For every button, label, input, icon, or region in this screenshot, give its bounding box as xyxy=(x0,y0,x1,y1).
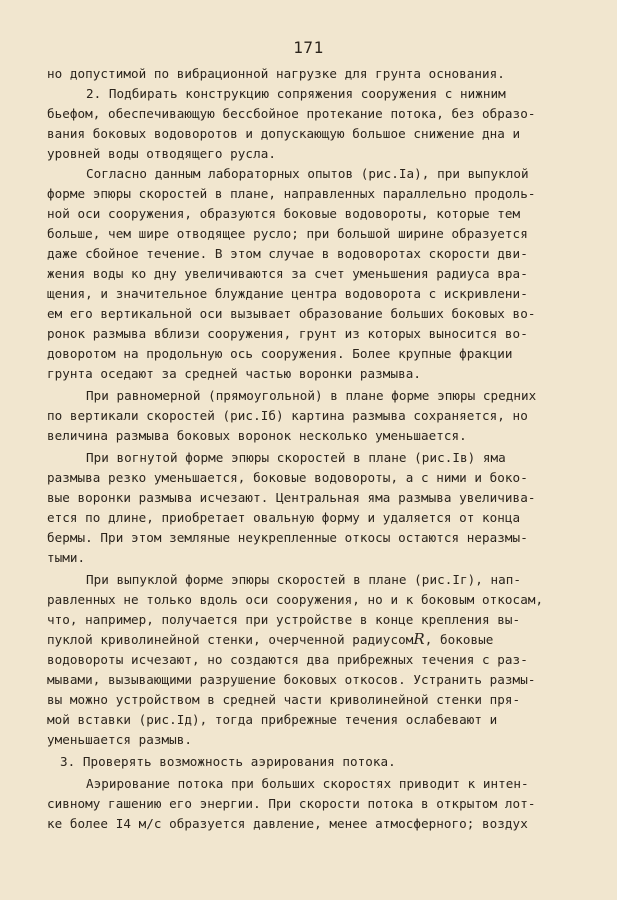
text-line: даже сбойное течение. В этом случае в водоворотах скорости дви- xyxy=(47,246,528,261)
text-line: по вертикали скоростей (рис.Iб) картина размыва сохраняется, но xyxy=(47,408,528,423)
text-line: доворотом на продольную ось сооружения. Более крупные фракции xyxy=(47,346,513,361)
text-line: ке более I4 м/с образуется давление, менее атмосферного; воздух xyxy=(47,816,528,831)
text-line: При равномерной (прямоугольной) в плане форме эпюры средних xyxy=(86,388,537,403)
text-line: ется по длине, приобретает овальную форму и удаляется от конца xyxy=(47,510,521,525)
text-line: мой вставки (рис.Iд), тогда прибрежные течения ослабевают и xyxy=(47,712,498,727)
text-line: но допустимой по вибрационной нагрузке для грунта основания. xyxy=(47,66,505,81)
text-line: При вогнутой форме эпюры скоростей в плане (рис.Iв) яма xyxy=(86,450,506,465)
text-line: равленных не только вдоль оси сооружения, но и к боковым откосам, xyxy=(47,592,544,607)
text-line: ронок размыва вблизи сооружения, грунт из которых выносится во- xyxy=(47,326,528,341)
text-line: Согласно данным лабораторных опытов (рис.Iа), при выпуклой xyxy=(86,166,529,181)
text-line: Аэрирование потока при больших скоростях приводит к интен- xyxy=(86,776,529,791)
radius-sentence-end: , боковые xyxy=(424,632,494,647)
text-line: мывами, вызывающими разрушение боковых откосов. Устранить размы- xyxy=(47,672,536,687)
text-line: 2. Подбирать конструкцию сопряжения сооружения с нижним xyxy=(86,86,506,101)
text-line: 3. Проверять возможность аэрирования потока. xyxy=(60,754,396,769)
text-line: При выпуклой форме эпюры скоростей в плане (рис.Iг), нап- xyxy=(86,572,522,587)
text-line: бермы. При этом земляные неукрепленные откосы остаются неразмы- xyxy=(47,530,528,545)
text-line: размыва резко уменьшается, боковые водовороты, а с ними и боко- xyxy=(47,470,528,485)
text-line: щения, и значительное блуждание центра водоворота с искривлени- xyxy=(47,286,528,301)
text-line: уменьшается размыв. xyxy=(47,732,193,747)
text-line: вые воронки размыва исчезают. Центральная яма размыва увеличива- xyxy=(47,490,536,505)
text-line: ем его вертикальной оси вызывает образование больших боковых во- xyxy=(47,306,536,321)
text-line: величина размыва боковых воронок несколько уменьшается. xyxy=(47,428,467,443)
text-line: тыми. xyxy=(47,550,86,565)
radius-symbol: R xyxy=(413,630,425,648)
text-line: больше, чем шире отводящее русло; при большой ширине образуется xyxy=(47,226,528,241)
text-line: водовороты исчезают, но создаются два прибрежных течения с раз- xyxy=(47,652,528,667)
text-line xyxy=(47,630,493,649)
text-line: сивному гашению его энергии. При скорости потока в открытом лот- xyxy=(47,796,536,811)
text-line: ной оси сооружения, образуются боковые водовороты, которые тем xyxy=(47,206,521,221)
text-line: форме эпюры скоростей в плане, направленных параллельно продоль- xyxy=(47,186,536,201)
text-line: вы можно устройством в средней части криволинейной стенки пря- xyxy=(47,692,521,707)
text-line: уровней воды отводящего русла. xyxy=(47,146,276,161)
text-line: вания боковых водоворотов и допускающую большое снижение дна и xyxy=(47,126,521,141)
page-number: 171 xyxy=(293,38,324,57)
text-line: бьефом, обеспечивающую бессбойное протекание потока, без образо- xyxy=(47,106,536,121)
text-line: что, например, получается при устройстве в конце крепления вы- xyxy=(47,612,521,627)
text-line: грунта оседают за средней частью воронки размыва. xyxy=(47,366,421,381)
radius-sentence: пуклой криволинейной стенки, очерченной радиусом xyxy=(47,632,414,647)
text-line: жения воды ко дну увеличиваются за счет уменьшения радиуса вра- xyxy=(47,266,528,281)
